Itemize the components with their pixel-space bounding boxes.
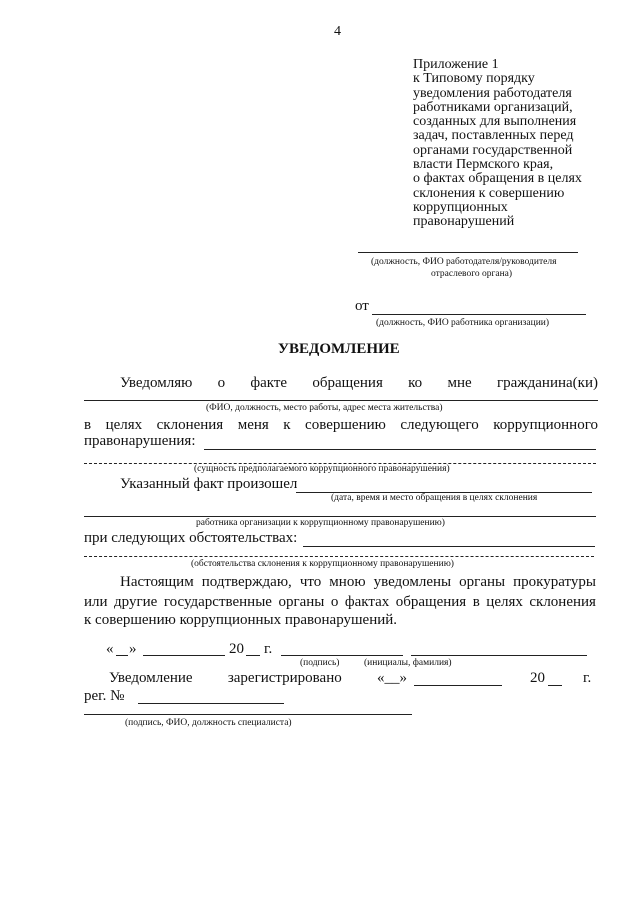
worker-caption: работника организации к коррупционному правонарушению) (196, 518, 445, 528)
appendix-line: уведомления работодателя (413, 85, 572, 101)
word: целях (486, 594, 523, 610)
word: мною (329, 574, 366, 590)
from-caption: (должность, ФИО работника организации) (376, 318, 550, 328)
fact-line-2 (84, 516, 596, 517)
year-suffix: г. (264, 641, 273, 657)
word: в (84, 417, 92, 433)
confirm-line-3: к совершению коррупционных правонарушений. (84, 612, 398, 628)
appendix-line: о фактах обращения в целях (413, 171, 582, 187)
fact-label: Указанный факт произошел (120, 476, 298, 492)
word: обращения (395, 594, 467, 610)
word: другие (114, 594, 158, 610)
appendix-line: склонения к совершению (413, 185, 565, 201)
word: к (283, 417, 291, 433)
reg-year-prefix: 20 (530, 670, 545, 686)
word: уведомлены (373, 574, 452, 590)
word: гражданина(ки) (496, 375, 598, 391)
word: мне (447, 375, 472, 391)
employer-caption-1: (должность, ФИО работодателя/руководителя (371, 257, 557, 267)
appendix-line: задач, поставленных перед (413, 128, 574, 144)
appendix-line: власти Пермского края, (413, 157, 554, 173)
word: целях (105, 417, 143, 433)
word: следующего (400, 417, 479, 433)
word: фактах (344, 594, 390, 610)
date-open-quote: « (106, 641, 114, 657)
appendix-line: работниками организаций, (413, 99, 573, 115)
word: «__» (377, 670, 407, 686)
word: Уведомление (109, 670, 193, 686)
word: зарегистрировано (227, 670, 342, 686)
circumstances-line (303, 546, 595, 547)
word: или (84, 594, 108, 610)
specialist-line (84, 714, 412, 715)
date-month-line (143, 655, 225, 656)
offense-label: правонарушения: (84, 433, 196, 449)
appendix-line: созданных для выполнения (413, 114, 577, 130)
reg-number-line (138, 703, 284, 704)
essence-caption: (сущность предполагаемого коррупционного правонарушения) (194, 464, 450, 474)
fio-caption: (ФИО, должность, место работы, адрес места жительства) (206, 403, 443, 413)
word: что (299, 574, 322, 590)
appendix-line: органами государственной (413, 142, 573, 158)
word: органы (459, 574, 506, 590)
word: государственные (163, 594, 272, 610)
word: ко (408, 375, 423, 391)
purpose-line (84, 417, 598, 434)
offense-line (204, 449, 596, 450)
word: Настоящим (120, 574, 194, 590)
notify-line-1 (120, 375, 598, 392)
word: подтверждаю, (201, 574, 292, 590)
appendix-line: коррупционных (413, 199, 508, 215)
employer-line (358, 252, 578, 253)
confirm-line-2 (84, 594, 596, 611)
from-label: от (355, 298, 369, 314)
reg-year-suffix: г. (583, 670, 592, 686)
word: в (472, 594, 480, 610)
page-number: 4 (334, 24, 341, 39)
sign-line (281, 655, 403, 656)
word: обращения (312, 375, 383, 391)
appendix-block (413, 58, 582, 230)
datetime-caption: (дата, время и место обращения в целях склонения (331, 493, 538, 503)
word: склонения (156, 417, 224, 433)
date-day-line (116, 655, 128, 656)
reg-number-label: рег. № (84, 688, 125, 704)
initials-caption: (инициалы, фамилия) (364, 658, 452, 668)
document-title: УВЕДОМЛЕНИЕ (278, 341, 400, 357)
word: прокуратуры (513, 574, 596, 590)
circumstances-caption: (обстоятельства склонения к коррупционному правонарушению) (191, 559, 454, 569)
employer-caption-2: отраслевого органа) (431, 269, 513, 279)
specialist-caption: (подпись, ФИО, должность специалиста) (125, 718, 292, 728)
appendix-line: Приложение 1 (413, 57, 499, 72)
appendix-line: правонарушений (413, 214, 515, 230)
word: о (217, 375, 226, 391)
date-close-quote: » (129, 641, 137, 657)
confirm-line-1 (120, 574, 596, 591)
reg-year-line (548, 685, 562, 686)
circumstances-line-2 (84, 556, 594, 557)
year-line (246, 655, 260, 656)
word: совершению (305, 417, 386, 433)
year-prefix: 20 (229, 641, 244, 657)
appendix-line: к Типовому порядку (413, 71, 535, 87)
word: Уведомляю (120, 375, 193, 391)
sign-caption: (подпись) (300, 658, 340, 668)
word: склонения (529, 594, 596, 610)
word: факте (250, 375, 288, 391)
word: органы (278, 594, 325, 610)
word: о (330, 594, 339, 610)
word: коррупционного (493, 417, 598, 433)
fio-line (84, 400, 598, 401)
initials-line (411, 655, 587, 656)
reg-month-line (414, 685, 502, 686)
from-line (372, 314, 586, 315)
word: меня (237, 417, 269, 433)
circumstances-label: при следующих обстоятельствах: (84, 530, 298, 546)
registered-line (109, 670, 407, 687)
